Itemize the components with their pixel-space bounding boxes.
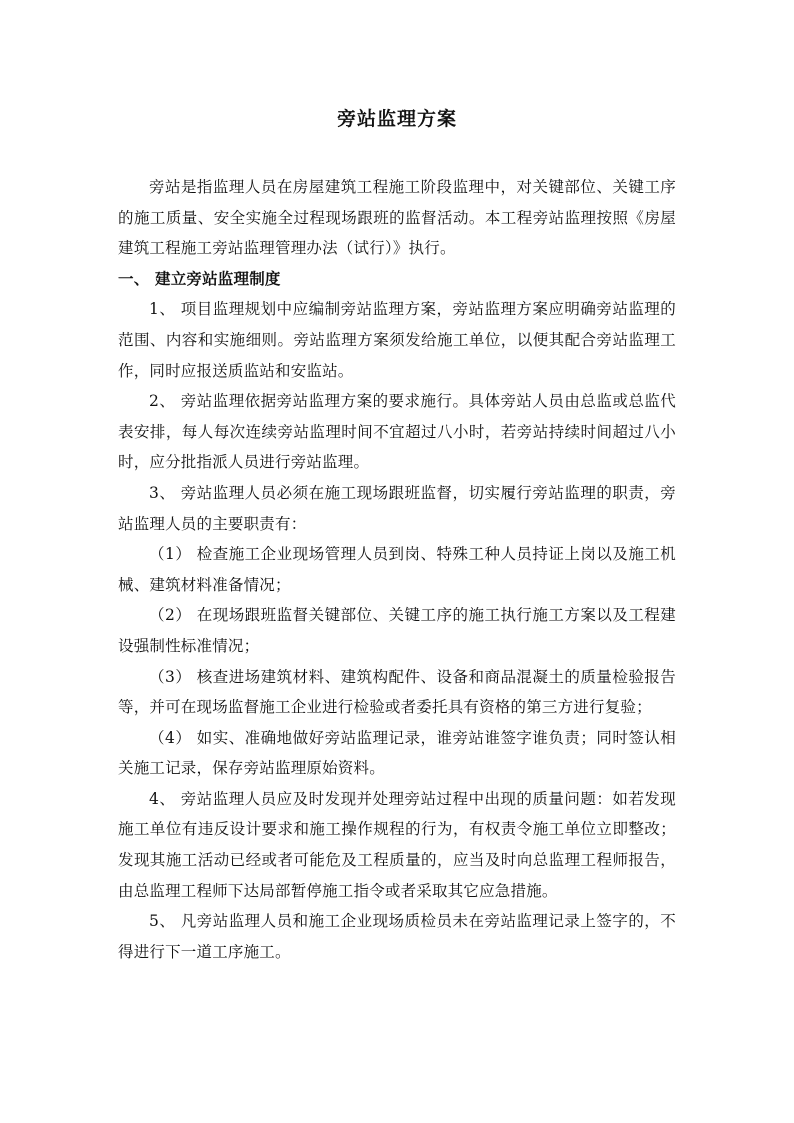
section-heading: 一、 建立旁站监理制度 [118, 269, 281, 288]
item-1-paragraph: 1、 项目监理规划中应编制旁站监理方案，旁站监理方案应明确旁站监理的范围、内容和实施细则。旁站监理方案须发给施工单位，以便其配合旁站监理工作，同时应报送质监站和安监站。 [118, 300, 676, 380]
duty-2-paragraph: （2） 在现场跟班监督关键部位、关键工序的施工执行施工方案以及工程建设强制性标准情况； [118, 606, 676, 655]
item-5-paragraph: 5、 凡旁站监理人员和施工企业现场质检员未在旁站监理记录上签字的，不得进行下一道工序施工。 [118, 912, 676, 961]
item-4-paragraph: 4、 旁站监理人员应及时发现并处理旁站过程中出现的质量问题：如若发现施工单位有违反设计要求和施工操作规程的行为，有权责令施工单位立即整改；发现其施工活动已经或者可能危及工程质量的，应当及时向总监理工程师报告，由总监理工程师下达局部暂停施工指令或者采取其它应急措施。 [118, 789, 676, 900]
duty-1-paragraph: （1） 检查施工企业现场管理人员到岗、特殊工种人员持证上岗以及施工机械、建筑材料准备情况； [118, 545, 676, 594]
item-3-paragraph: 3、 旁站监理人员必须在施工现场跟班监督，切实履行旁站监理的职责，旁站监理人员的主要职责有： [118, 483, 676, 533]
document-body [118, 172, 676, 967]
item-2-paragraph: 2、 旁站监理依据旁站监理方案的要求施行。具体旁站人员由总监或总监代表安排，每人每次连续旁站监理时间不宜超过八小时，若旁站持续时间超过八小时，应分批指派人员进行旁站监理。 [118, 392, 676, 472]
intro-paragraph: 旁站是指监理人员在房屋建筑工程施工阶段监理中，对关键部位、关键工序的施工质量、安全实施全过程现场跟班的监督活动。本工程旁站监理按照《房屋建筑工程施工旁站监理管理办法（试行）》执行。 [118, 178, 676, 258]
duty-4-paragraph: （4） 如实、准确地做好旁站监理记录，谁旁站谁签字谁负责；同时签认相关施工记录，保存旁站监理原始资料。 [118, 728, 676, 778]
duty-3-paragraph: （3） 核查进场建筑材料、建筑构配件、设备和商品混凝土的质量检验报告等，并可在现场监督施工企业进行检验或者委托具有资格的第三方进行复验； [118, 667, 676, 717]
document-title: 旁站监理方案 [336, 108, 457, 130]
